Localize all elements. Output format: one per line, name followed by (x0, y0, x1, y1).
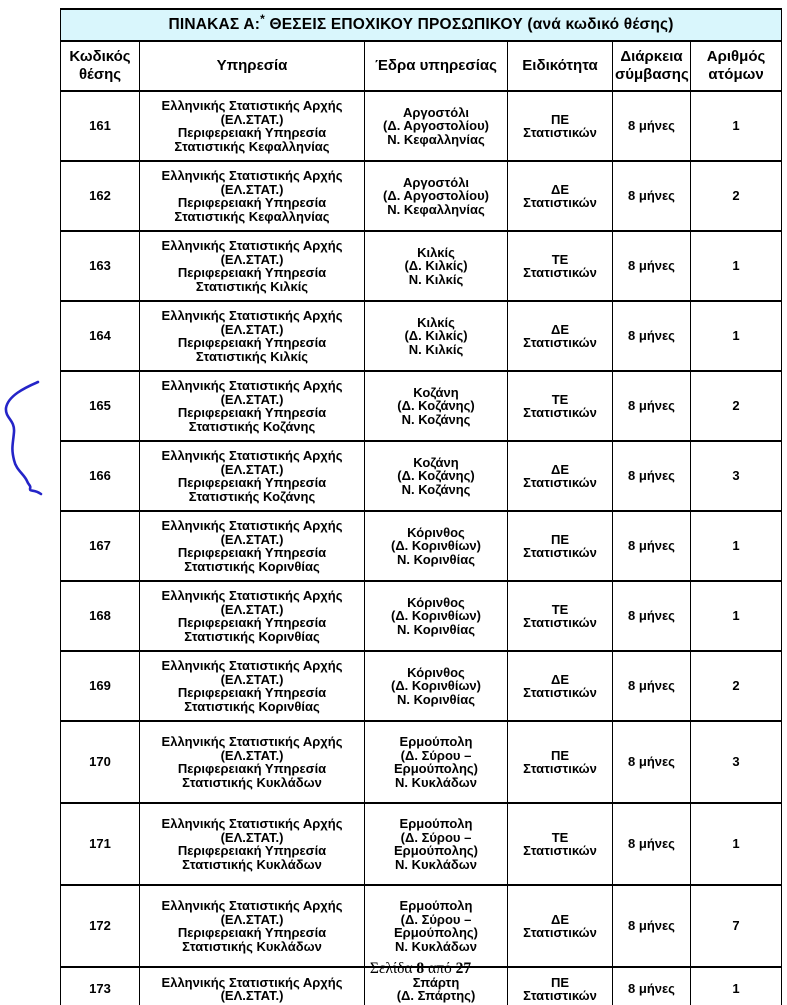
cell-service-seat: Σπάρτη (Δ. Σπάρτης) (365, 967, 508, 1005)
cell-service: Ελληνικής Στατιστικής Αρχής (ΕΛ.ΣΤΑΤ.) Περιφερειακή Υπηρεσία Στατιστικής Κιλκίς (140, 301, 365, 371)
cell-contract-duration: 8 μήνες (613, 301, 691, 371)
cell-position-code: 172 (61, 885, 140, 967)
footer-page-label: Σελίδα (369, 960, 413, 977)
cell-service: Ελληνικής Στατιστικής Αρχής (ΕΛ.ΣΤΑΤ.) Περιφερειακή Υπηρεσία Στατιστικής Κυκλάδων (140, 721, 365, 803)
seasonal-staff-positions-table (60, 8, 782, 1005)
cell-service: Ελληνικής Στατιστικής Αρχής (ΕΛ.ΣΤΑΤ.) Περιφερειακή Υπηρεσία Στατιστικής Κοζάνης (140, 371, 365, 441)
col-header-people-count: Αριθμός ατόμων (691, 41, 782, 91)
table-row (61, 581, 782, 651)
cell-contract-duration: 8 μήνες (613, 651, 691, 721)
cell-position-code: 173 (61, 967, 140, 1005)
cell-position-code: 171 (61, 803, 140, 885)
cell-people-count: 2 (691, 161, 782, 231)
cell-service-seat: Κιλκίς (Δ. Κιλκίς) Ν. Κιλκίς (365, 231, 508, 301)
cell-contract-duration: 8 μήνες (613, 231, 691, 301)
cell-contract-duration: 8 μήνες (613, 511, 691, 581)
table-title-asterisk: * (260, 11, 265, 26)
cell-service: Ελληνικής Στατιστικής Αρχής (ΕΛ.ΣΤΑΤ.) Περιφερειακή Υπηρεσία Στατιστικής Κορινθίας (140, 511, 365, 581)
cell-specialty: ΔΕ Στατιστικών (508, 441, 613, 511)
table-title (61, 9, 782, 41)
table-row (61, 511, 782, 581)
cell-service-seat: Ερμούπολη (Δ. Σύρου – Ερμούπολης) Ν. Κυκλάδων (365, 721, 508, 803)
cell-service-seat: Κόρινθος (Δ. Κορινθίων) Ν. Κορινθίας (365, 651, 508, 721)
table-title-row (61, 9, 782, 41)
cell-service-seat: Αργοστόλι (Δ. Αργοστολίου) Ν. Κεφαλληνίας (365, 91, 508, 161)
table-row (61, 371, 782, 441)
column-header-row (61, 41, 782, 91)
col-header-service-seat: Έδρα υπηρεσίας (365, 41, 508, 91)
cell-position-code: 168 (61, 581, 140, 651)
cell-people-count: 1 (691, 967, 782, 1005)
cell-contract-duration: 8 μήνες (613, 91, 691, 161)
cell-service-seat: Ερμούπολη (Δ. Σύρου – Ερμούπολης) Ν. Κυκλάδων (365, 803, 508, 885)
col-header-service: Υπηρεσία (140, 41, 365, 91)
pen-squiggle-icon (0, 372, 52, 504)
cell-people-count: 1 (691, 581, 782, 651)
cell-specialty: ΔΕ Στατιστικών (508, 301, 613, 371)
cell-service-seat: Ερμούπολη (Δ. Σύρου – Ερμούπολης) Ν. Κυκλάδων (365, 885, 508, 967)
cell-service: Ελληνικής Στατιστικής Αρχής (ΕΛ.ΣΤΑΤ.) Περιφερειακή Υπηρεσία Στατιστικής Κιλκίς (140, 231, 365, 301)
cell-specialty: ΠΕ Στατιστικών (508, 511, 613, 581)
cell-contract-duration: 8 μήνες (613, 885, 691, 967)
cell-service-seat: Κοζάνη (Δ. Κοζάνης) Ν. Κοζάνης (365, 371, 508, 441)
col-header-contract-duration: Διάρκεια σύμβασης (613, 41, 691, 91)
cell-people-count: 1 (691, 91, 782, 161)
cell-position-code: 167 (61, 511, 140, 581)
table-body (61, 91, 782, 1005)
cell-people-count: 1 (691, 231, 782, 301)
cell-people-count: 2 (691, 651, 782, 721)
footer-of-label: από (428, 960, 452, 977)
cell-contract-duration: 8 μήνες (613, 371, 691, 441)
cell-people-count: 1 (691, 803, 782, 885)
footer-page-number: 8 (416, 960, 425, 977)
cell-service-seat: Κόρινθος (Δ. Κορινθίων) Ν. Κορινθίας (365, 511, 508, 581)
cell-specialty: ΤΕ Στατιστικών (508, 803, 613, 885)
cell-service: Ελληνικής Στατιστικής Αρχής (ΕΛ.ΣΤΑΤ.) (140, 967, 365, 1005)
table-row (61, 721, 782, 803)
table-row (61, 301, 782, 371)
cell-position-code: 166 (61, 441, 140, 511)
page-footer (60, 960, 781, 978)
cell-contract-duration: 8 μήνες (613, 967, 691, 1005)
cell-specialty: ΠΕ Στατιστικών (508, 967, 613, 1005)
cell-service-seat: Κιλκίς (Δ. Κιλκίς) Ν. Κιλκίς (365, 301, 508, 371)
cell-specialty: ΔΕ Στατιστικών (508, 651, 613, 721)
cell-service: Ελληνικής Στατιστικής Αρχής (ΕΛ.ΣΤΑΤ.) Περιφερειακή Υπηρεσία Στατιστικής Κεφαλληνίας (140, 91, 365, 161)
cell-service: Ελληνικής Στατιστικής Αρχής (ΕΛ.ΣΤΑΤ.) Περιφερειακή Υπηρεσία Στατιστικής Κυκλάδων (140, 885, 365, 967)
cell-contract-duration: 8 μήνες (613, 803, 691, 885)
table-title-prefix: ΠΙΝΑΚΑΣ Α: (168, 16, 261, 33)
cell-contract-duration: 8 μήνες (613, 441, 691, 511)
cell-service: Ελληνικής Στατιστικής Αρχής (ΕΛ.ΣΤΑΤ.) Περιφερειακή Υπηρεσία Στατιστικής Κυκλάδων (140, 803, 365, 885)
cell-service: Ελληνικής Στατιστικής Αρχής (ΕΛ.ΣΤΑΤ.) Περιφερειακή Υπηρεσία Στατιστικής Κορινθίας (140, 581, 365, 651)
cell-specialty: ΤΕ Στατιστικών (508, 231, 613, 301)
cell-specialty: ΠΕ Στατιστικών (508, 91, 613, 161)
cell-contract-duration: 8 μήνες (613, 581, 691, 651)
table-row (61, 231, 782, 301)
cell-position-code: 169 (61, 651, 140, 721)
cell-position-code: 170 (61, 721, 140, 803)
cell-service: Ελληνικής Στατιστικής Αρχής (ΕΛ.ΣΤΑΤ.) Περιφερειακή Υπηρεσία Στατιστικής Κεφαλληνίας (140, 161, 365, 231)
table-title-suffix: ΘΕΣΕΙΣ ΕΠΟΧΙΚΟΥ ΠΡΟΣΩΠΙΚΟΥ (ανά κωδικό θέσης) (264, 16, 674, 33)
cell-people-count: 1 (691, 511, 782, 581)
cell-position-code: 162 (61, 161, 140, 231)
table-row (61, 885, 782, 967)
cell-contract-duration: 8 μήνες (613, 721, 691, 803)
cell-position-code: 165 (61, 371, 140, 441)
cell-specialty: ΤΕ Στατιστικών (508, 371, 613, 441)
col-header-specialty: Ειδικότητα (508, 41, 613, 91)
cell-position-code: 161 (61, 91, 140, 161)
table-row (61, 441, 782, 511)
cell-service-seat: Αργοστόλι (Δ. Αργοστολίου) Ν. Κεφαλληνίας (365, 161, 508, 231)
table-row (61, 91, 782, 161)
cell-position-code: 164 (61, 301, 140, 371)
cell-specialty: ΔΕ Στατιστικών (508, 885, 613, 967)
cell-position-code: 163 (61, 231, 140, 301)
cell-service-seat: Κόρινθος (Δ. Κορινθίων) Ν. Κορινθίας (365, 581, 508, 651)
cell-specialty: ΤΕ Στατιστικών (508, 581, 613, 651)
cell-people-count: 2 (691, 371, 782, 441)
table-row (61, 161, 782, 231)
cell-specialty: ΔΕ Στατιστικών (508, 161, 613, 231)
table-row (61, 803, 782, 885)
table-row (61, 651, 782, 721)
cell-people-count: 7 (691, 885, 782, 967)
cell-contract-duration: 8 μήνες (613, 161, 691, 231)
footer-total-pages: 27 (455, 960, 472, 977)
cell-service: Ελληνικής Στατιστικής Αρχής (ΕΛ.ΣΤΑΤ.) Περιφερειακή Υπηρεσία Στατιστικής Κορινθίας (140, 651, 365, 721)
cell-service-seat: Κοζάνη (Δ. Κοζάνης) Ν. Κοζάνης (365, 441, 508, 511)
cell-specialty: ΠΕ Στατιστικών (508, 721, 613, 803)
col-header-position-code: Κωδικός θέσης (61, 41, 140, 91)
cell-people-count: 1 (691, 301, 782, 371)
cell-people-count: 3 (691, 441, 782, 511)
cell-service: Ελληνικής Στατιστικής Αρχής (ΕΛ.ΣΤΑΤ.) Περιφερειακή Υπηρεσία Στατιστικής Κοζάνης (140, 441, 365, 511)
cell-people-count: 3 (691, 721, 782, 803)
